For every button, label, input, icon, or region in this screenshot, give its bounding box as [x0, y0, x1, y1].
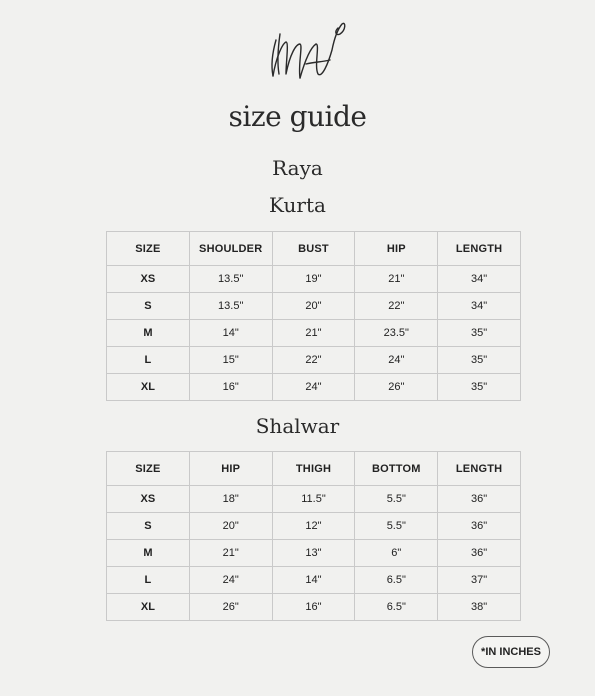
measurement-cell: 6": [355, 540, 438, 567]
column-header: SHOULDER: [189, 232, 272, 266]
measurement-cell: 24": [355, 347, 438, 374]
size-cell: S: [107, 513, 190, 540]
measurement-cell: 11.5": [272, 486, 355, 513]
unit-note-badge: *IN INCHES: [472, 636, 550, 668]
size-cell: S: [107, 293, 190, 320]
table-row: [107, 567, 521, 594]
column-header: BUST: [272, 232, 355, 266]
measurement-cell: 36": [438, 486, 521, 513]
column-header: HIP: [355, 232, 438, 266]
measurement-cell: 13.5": [189, 293, 272, 320]
measurement-cell: 23.5": [355, 320, 438, 347]
measurement-cell: 36": [438, 540, 521, 567]
size-cell: L: [107, 567, 190, 594]
kurta-section-title: Kurta: [269, 193, 326, 217]
measurement-cell: 14": [189, 320, 272, 347]
table-header-row: [107, 452, 521, 486]
table-row: [107, 513, 521, 540]
table-row: [107, 374, 521, 401]
measurement-cell: 26": [355, 374, 438, 401]
column-header: LENGTH: [438, 452, 521, 486]
measurement-cell: 35": [438, 374, 521, 401]
column-header: LENGTH: [438, 232, 521, 266]
measurement-cell: 34": [438, 293, 521, 320]
measurement-cell: 12": [272, 513, 355, 540]
size-cell: M: [107, 320, 190, 347]
measurement-cell: 6.5": [355, 567, 438, 594]
column-header: HIP: [189, 452, 272, 486]
measurement-cell: 20": [272, 293, 355, 320]
measurement-cell: 35": [438, 320, 521, 347]
measurement-cell: 5.5": [355, 513, 438, 540]
table-row: [107, 347, 521, 374]
measurement-cell: 38": [438, 594, 521, 621]
measurement-cell: 16": [189, 374, 272, 401]
size-cell: XS: [107, 486, 190, 513]
shalwar-size-table: [106, 451, 521, 621]
measurement-cell: 24": [189, 567, 272, 594]
collection-name: Raya: [272, 156, 323, 180]
brand-logo: [262, 14, 352, 94]
table-row: [107, 486, 521, 513]
measurement-cell: 21": [355, 266, 438, 293]
measurement-cell: 15": [189, 347, 272, 374]
measurement-cell: 16": [272, 594, 355, 621]
measurement-cell: 21": [272, 320, 355, 347]
measurement-cell: 13": [272, 540, 355, 567]
measurement-cell: 21": [189, 540, 272, 567]
measurement-cell: 14": [272, 567, 355, 594]
table-row: [107, 594, 521, 621]
shalwar-section-title: Shalwar: [255, 414, 340, 438]
size-cell: XS: [107, 266, 190, 293]
measurement-cell: 35": [438, 347, 521, 374]
table-row: [107, 320, 521, 347]
size-cell: L: [107, 347, 190, 374]
column-header: SIZE: [107, 452, 190, 486]
measurement-cell: 36": [438, 513, 521, 540]
page-title: size guide: [228, 100, 367, 133]
table-row: [107, 266, 521, 293]
column-header: THIGH: [272, 452, 355, 486]
table-row: [107, 293, 521, 320]
measurement-cell: 6.5": [355, 594, 438, 621]
measurement-cell: 34": [438, 266, 521, 293]
measurement-cell: 22": [272, 347, 355, 374]
measurement-cell: 26": [189, 594, 272, 621]
measurement-cell: 22": [355, 293, 438, 320]
size-cell: XL: [107, 594, 190, 621]
measurement-cell: 5.5": [355, 486, 438, 513]
measurement-cell: 20": [189, 513, 272, 540]
measurement-cell: 13.5": [189, 266, 272, 293]
measurement-cell: 37": [438, 567, 521, 594]
table-header-row: [107, 232, 521, 266]
column-header: BOTTOM: [355, 452, 438, 486]
column-header: SIZE: [107, 232, 190, 266]
measurement-cell: 24": [272, 374, 355, 401]
measurement-cell: 18": [189, 486, 272, 513]
kurta-size-table: [106, 231, 521, 401]
measurement-cell: 19": [272, 266, 355, 293]
table-row: [107, 540, 521, 567]
size-cell: M: [107, 540, 190, 567]
size-cell: XL: [107, 374, 190, 401]
